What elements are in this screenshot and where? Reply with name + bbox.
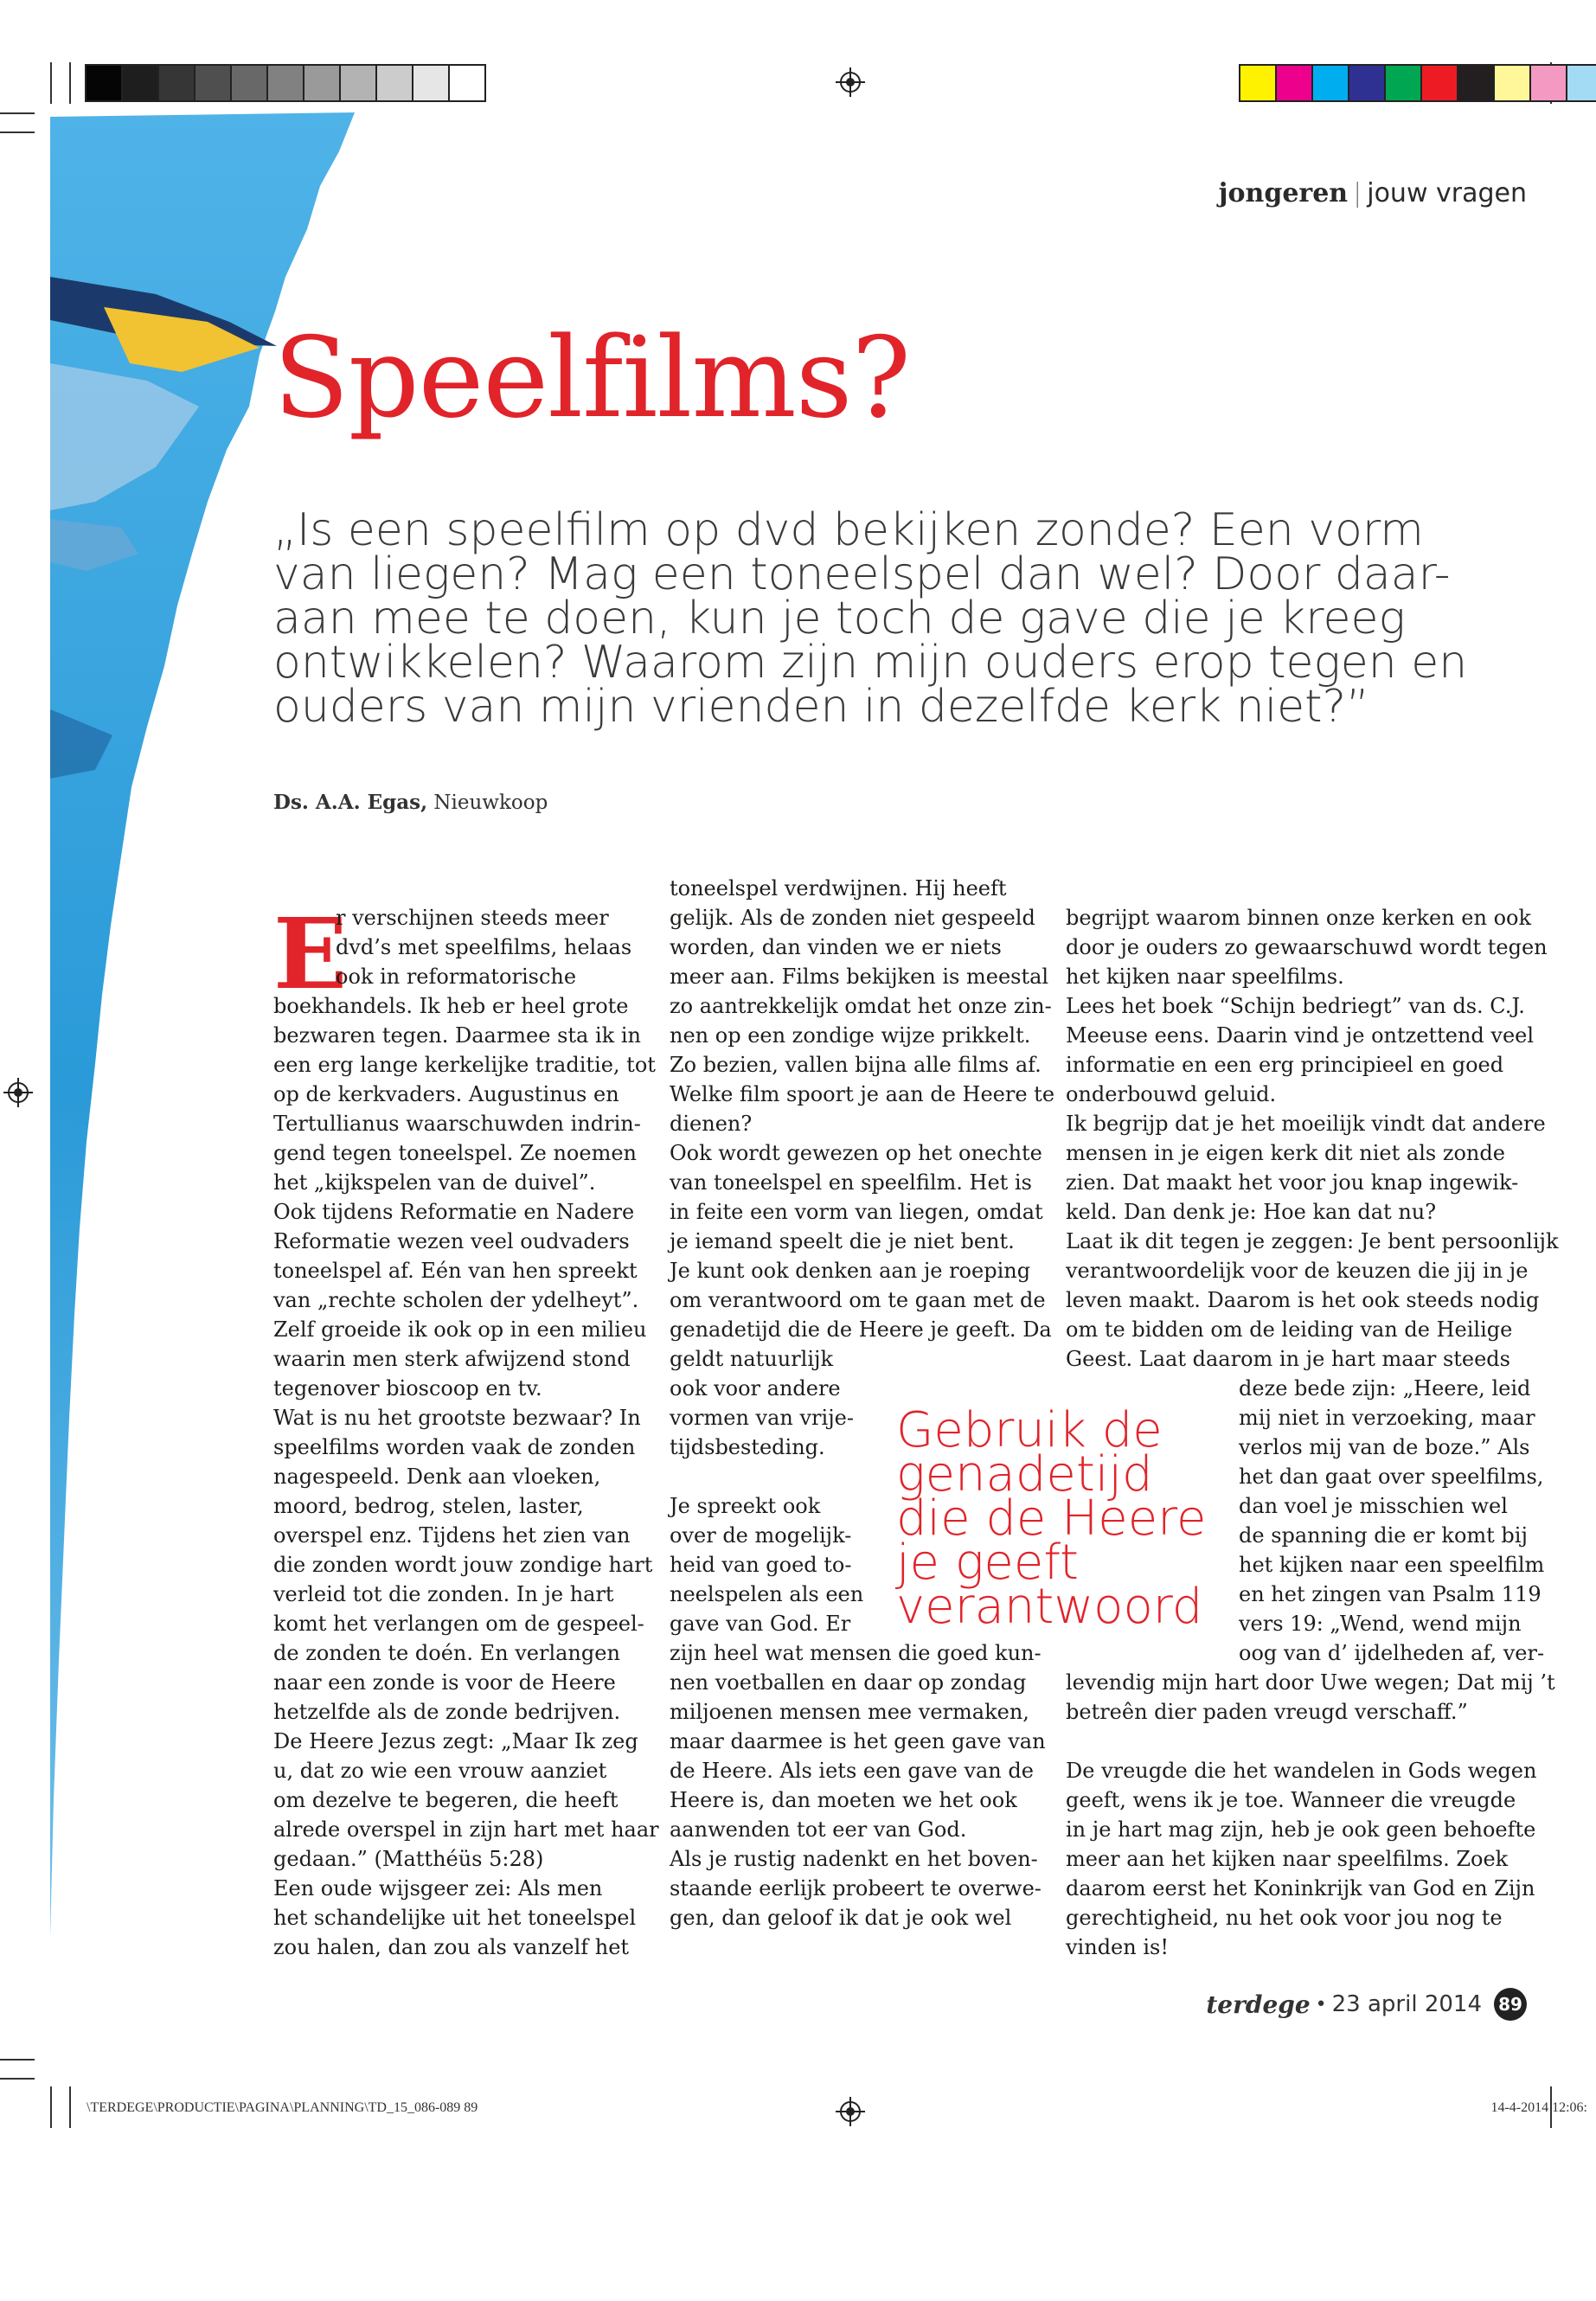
text-line: het „kijkspelen van de duivel”. bbox=[273, 1170, 596, 1195]
text-line: verleid tot die zonden. In je hart bbox=[273, 1582, 614, 1606]
text-line: onderbouwd geluid. bbox=[1066, 1082, 1277, 1106]
color-swatch bbox=[1495, 66, 1531, 100]
text-line: je iemand speelt die je niet bent. bbox=[670, 1229, 1015, 1253]
text-line: van „rechte scholen der ydelheyt”. bbox=[273, 1288, 639, 1312]
text-line: naar een zonde is voor de Heere bbox=[273, 1670, 616, 1695]
text-line: en het zingen van Psalm 119 bbox=[1239, 1582, 1542, 1606]
text-line: de spanning die er komt bij bbox=[1239, 1523, 1528, 1548]
text-line: vers 19: „Wend, wend mijn bbox=[1239, 1612, 1522, 1636]
text-line: zo aantrekkelijk omdat het onze zin- bbox=[670, 994, 1052, 1018]
text-line: toneelspel verdwijnen. Hij heeft bbox=[670, 876, 1007, 901]
text-line: zijn heel wat mensen die goed kun- bbox=[670, 1641, 1042, 1665]
text-line: het kijken naar speelfilms. bbox=[1066, 965, 1344, 989]
text-line: boekhandels. Ik heb er heel grote bbox=[273, 994, 629, 1018]
text-line: keld. Dan denk je: Hoe kan dat nu? bbox=[1066, 1200, 1437, 1224]
text-line: daarom eerst het Koninkrijk van God en Zijn bbox=[1066, 1876, 1535, 1900]
text-line: informatie en een erg principieel en goed bbox=[1066, 1053, 1504, 1077]
author-name: Ds. A.A. Egas, bbox=[273, 791, 428, 814]
text-line: ook in reformatorische bbox=[336, 965, 577, 989]
color-swatch bbox=[450, 66, 484, 100]
text-line: tegenover bioscoop en tv. bbox=[273, 1376, 542, 1400]
paragraph-gap bbox=[1066, 1727, 1533, 1756]
body-column-3-psalm-end bbox=[1066, 1668, 1555, 1727]
text-line: in je hart mag zijn, heb je ook geen behoefte bbox=[1066, 1817, 1536, 1842]
text-line: bezwaren tegen. Daarmee sta ik in bbox=[273, 1023, 641, 1048]
text-line: mensen in je eigen kerk dit niet als zonde bbox=[1066, 1141, 1505, 1165]
section-divider: | bbox=[1353, 178, 1362, 208]
text-line: om te bidden om de leiding van de Heilige bbox=[1066, 1317, 1513, 1342]
text-line: levendig mijn hart door Uwe wegen; Dat mij ’t bbox=[1066, 1670, 1555, 1695]
text-line: aanwenden tot eer van God. bbox=[670, 1817, 967, 1842]
text-line: overspel enz. Tijdens het zien van bbox=[273, 1523, 631, 1548]
text-line: vinden is! bbox=[1066, 1935, 1169, 1959]
color-swatch bbox=[1277, 66, 1313, 100]
text-line: van toneelspel en speelfilm. Het is bbox=[670, 1170, 1032, 1195]
color-swatch bbox=[1386, 66, 1422, 100]
pull-quote-line: die de Heere bbox=[896, 1490, 1207, 1547]
text-line: Geest. Laat daarom in je hart maar steeds bbox=[1066, 1347, 1510, 1371]
color-swatch bbox=[1240, 66, 1277, 100]
text-line: Als je rustig nadenkt en het boven- bbox=[670, 1847, 1038, 1871]
magazine-brand: terdege bbox=[1206, 1990, 1311, 2019]
text-line: gen, dan geloof ik dat je ook wel bbox=[670, 1906, 1012, 1930]
text-line: r verschijnen steeds meer bbox=[336, 906, 609, 930]
author-place: Nieuwkoop bbox=[433, 792, 548, 814]
text-line: moord, bedrog, stelen, laster, bbox=[273, 1494, 584, 1518]
text-line: geeft, wens ik je toe. Wanneer die vreugde bbox=[1066, 1788, 1516, 1812]
text-line: worden, dan vinden we er niets bbox=[670, 935, 1002, 959]
text-line: het kijken naar een speelfilm bbox=[1239, 1553, 1545, 1577]
text-line: Wat is nu het grootste bezwaar? In bbox=[273, 1406, 641, 1430]
text-line: over de mogelijk- bbox=[670, 1523, 852, 1548]
text-line: meer aan. Films bekijken is meestal bbox=[670, 965, 1049, 989]
color-swatch bbox=[1422, 66, 1458, 100]
color-swatch bbox=[1313, 66, 1349, 100]
body-column-2-top bbox=[670, 874, 1055, 1462]
text-line: het dan gaat over speelfilms, bbox=[1239, 1465, 1544, 1489]
text-line: Heere is, dan moeten we het ook bbox=[670, 1788, 1017, 1812]
text-line: komt het verlangen om de gespeel- bbox=[273, 1612, 644, 1636]
registration-mark-icon bbox=[836, 67, 865, 97]
text-line: De vreugde die het wandelen in Gods wegen bbox=[1066, 1759, 1537, 1783]
body-column-3-closing bbox=[1066, 1756, 1537, 1962]
text-line: Reformatie wezen veel oudvaders bbox=[273, 1229, 630, 1253]
text-line: dienen? bbox=[670, 1112, 753, 1136]
pull-quote-line: verantwoord bbox=[896, 1579, 1203, 1635]
text-line: in feite een vorm van liegen, omdat bbox=[670, 1200, 1043, 1224]
byline bbox=[273, 791, 548, 814]
text-line: op de kerkvaders. Augustinus en bbox=[273, 1082, 619, 1106]
color-swatch bbox=[1531, 66, 1567, 100]
text-line: vormen van vrije- bbox=[670, 1406, 854, 1430]
page-number: 89 bbox=[1494, 1988, 1527, 2021]
text-line: Ik begrijp dat je het moeilijk vindt dat andere bbox=[1066, 1112, 1546, 1136]
text-line: alrede overspel in zijn hart met haar bbox=[273, 1817, 659, 1842]
text-line: meer aan het kijken naar speelfilms. Zoek bbox=[1066, 1847, 1509, 1871]
text-line: om verantwoord om te gaan met de bbox=[670, 1288, 1046, 1312]
text-line: de Heere. Als iets een gave van de bbox=[670, 1759, 1034, 1783]
print-slug-timestamp: 14-4-2014 12:06: bbox=[1490, 2100, 1587, 2115]
crop-mark bbox=[50, 2086, 52, 2128]
text-line: toneelspel af. Eén van hen spreekt bbox=[273, 1259, 638, 1283]
text-line: Je spreekt ook bbox=[670, 1494, 821, 1518]
text-line: hetzelfde als de zonde bedrijven. bbox=[273, 1700, 621, 1724]
text-line: nen op een zondige wijze prikkelt. bbox=[670, 1023, 1031, 1048]
text-line: gave van God. Er bbox=[670, 1612, 851, 1636]
registration-mark-icon bbox=[836, 2097, 865, 2126]
text-line: Ook wordt gewezen op het onechte bbox=[670, 1141, 1042, 1165]
color-swatch bbox=[1567, 66, 1596, 100]
text-line: Ook tijdens Reformatie en Nadere bbox=[273, 1200, 635, 1224]
text-line: Lees het boek “Schijn bedriegt” van ds. C.J. bbox=[1066, 994, 1525, 1018]
text-line: gelijk. Als de zonden niet gespeeld bbox=[670, 906, 1035, 930]
text-line: de zonden te doén. En verlangen bbox=[273, 1641, 620, 1665]
text-line: waarin men sterk afwijzend stond bbox=[273, 1347, 631, 1371]
text-line: Een oude wijsgeer zei: Als men bbox=[273, 1876, 603, 1900]
subsection-label: jouw vragen bbox=[1367, 178, 1527, 208]
text-line: om dezelve te begeren, die heeft bbox=[273, 1788, 619, 1812]
text-line: maar daarmee is het geen gave van bbox=[670, 1729, 1046, 1753]
process-color-bar bbox=[1239, 64, 1596, 102]
drop-cap: E bbox=[273, 898, 348, 1011]
text-line: heid van goed to- bbox=[670, 1553, 852, 1577]
text-line: nen voetballen en daar op zondag bbox=[670, 1670, 1027, 1695]
text-line: gend tegen toneelspel. Ze noemen bbox=[273, 1141, 637, 1165]
intro-question: „Is een speelfilm op dvd bekijken zonde? Een vorm van liegen? Mag een toneelspel dan wel? Door daar-aan mee te doen, kun je toch de gave die je kreeg ontwikkelen? Waarom zijn mijn ouders erop tegen en ouders van mijn vrienden in dezelfde kerk niet?” bbox=[273, 504, 1468, 733]
text-line: oog van d’ ijdelheden af, ver- bbox=[1239, 1641, 1545, 1665]
page-footer bbox=[1206, 1988, 1527, 2021]
crop-mark bbox=[0, 2078, 35, 2080]
text-line: zou halen, dan zou als vanzelf het bbox=[273, 1935, 630, 1959]
text-line: neelspelen als een bbox=[670, 1582, 864, 1606]
text-line: Je kunt ook denken aan je roeping bbox=[670, 1259, 1031, 1283]
text-line: staande eerlijk probeert te overwe- bbox=[670, 1876, 1042, 1900]
text-line: het schandelijke uit het toneelspel bbox=[273, 1906, 637, 1930]
text-line: Laat ik dit tegen je zeggen: Je bent persoonlijk bbox=[1066, 1229, 1559, 1253]
text-line: geldt natuurlijk bbox=[670, 1347, 834, 1371]
color-swatch bbox=[1458, 66, 1495, 100]
pull-quote-line: genadetijd bbox=[896, 1446, 1153, 1503]
text-line: een erg lange kerkelijke traditie, tot bbox=[273, 1053, 656, 1077]
text-line: betreên dier paden vreugd verschaff.” bbox=[1066, 1700, 1468, 1724]
section-label: jongeren bbox=[1218, 178, 1349, 208]
body-column-3-top bbox=[1066, 903, 1559, 1374]
color-swatch bbox=[377, 66, 413, 100]
text-line: Zo bezien, vallen bijna alle films af. bbox=[670, 1053, 1042, 1077]
text-line: leven maakt. Daarom is het ook steeds nodig bbox=[1066, 1288, 1540, 1312]
text-line: gedaan.” (Matthéüs 5:28) bbox=[273, 1847, 544, 1871]
text-line: Meeuse eens. Daarin vind je ontzettend veel bbox=[1066, 1023, 1535, 1048]
issue-date: 23 april 2014 bbox=[1331, 1991, 1482, 2017]
text-line: De Heere Jezus zegt: „Maar Ik zeg bbox=[273, 1729, 638, 1753]
text-line: miljoenen mensen mee vermaken, bbox=[670, 1700, 1029, 1724]
color-swatch bbox=[413, 66, 450, 100]
text-line: zien. Dat maakt het voor jou knap ingewik- bbox=[1066, 1170, 1519, 1195]
text-line: begrijpt waarom binnen onze kerken en ook bbox=[1066, 906, 1532, 930]
text-line: door je ouders zo gewaarschuwd wordt tegen bbox=[1066, 935, 1548, 959]
text-line: genadetijd die de Heere je geeft. Da bbox=[670, 1317, 1052, 1342]
text-line: mij niet in verzoeking, maar bbox=[1239, 1406, 1535, 1430]
text-line: dvd’s met speelfilms, helaas bbox=[336, 935, 632, 959]
text-line: Welke film spoort je aan de Heere te bbox=[670, 1082, 1055, 1106]
text-line: speelfilms worden vaak de zonden bbox=[273, 1435, 636, 1459]
article-title: Speelfilms? bbox=[273, 314, 910, 443]
section-header bbox=[1219, 178, 1527, 208]
text-line: tijdsbesteding. bbox=[670, 1435, 825, 1459]
color-swatch bbox=[1349, 66, 1386, 100]
print-slug-path: \TERDEGE\PRODUCTIE\PAGINA\PLANNING\TD_15_086-089 89 bbox=[87, 2100, 478, 2115]
pull-quote-line: Gebruik de bbox=[896, 1402, 1163, 1458]
text-line: die zonden wordt jouw zondige hart bbox=[273, 1553, 653, 1577]
text-line: verantwoordelijk voor de keuzen die jij in je bbox=[1066, 1259, 1529, 1283]
pull-quote-line: je geeft bbox=[896, 1535, 1080, 1591]
text-line: ook voor andere bbox=[670, 1376, 841, 1400]
text-line: nagespeeld. Denk aan vloeken, bbox=[273, 1465, 601, 1489]
pull-quote bbox=[896, 1402, 1207, 1635]
text-line: deze bede zijn: „Heere, leid bbox=[1239, 1376, 1531, 1400]
body-column-1 bbox=[273, 898, 659, 1962]
text-line: Zelf groeide ik ook op in een milieu bbox=[273, 1317, 647, 1342]
text-line: gerechtigheid, nu het ook voor jou nog te bbox=[1066, 1906, 1503, 1930]
text-line: u, dat zo wie een vrouw aanziet bbox=[273, 1759, 607, 1783]
footer-separator: • bbox=[1315, 1993, 1327, 2016]
text-line: Tertullianus waarschuwden indrin- bbox=[273, 1112, 641, 1136]
crop-mark bbox=[69, 2086, 71, 2128]
text-line: dan voel je misschien wel bbox=[1239, 1494, 1508, 1518]
text-line: verlos mij van de boze.” Als bbox=[1239, 1435, 1530, 1459]
